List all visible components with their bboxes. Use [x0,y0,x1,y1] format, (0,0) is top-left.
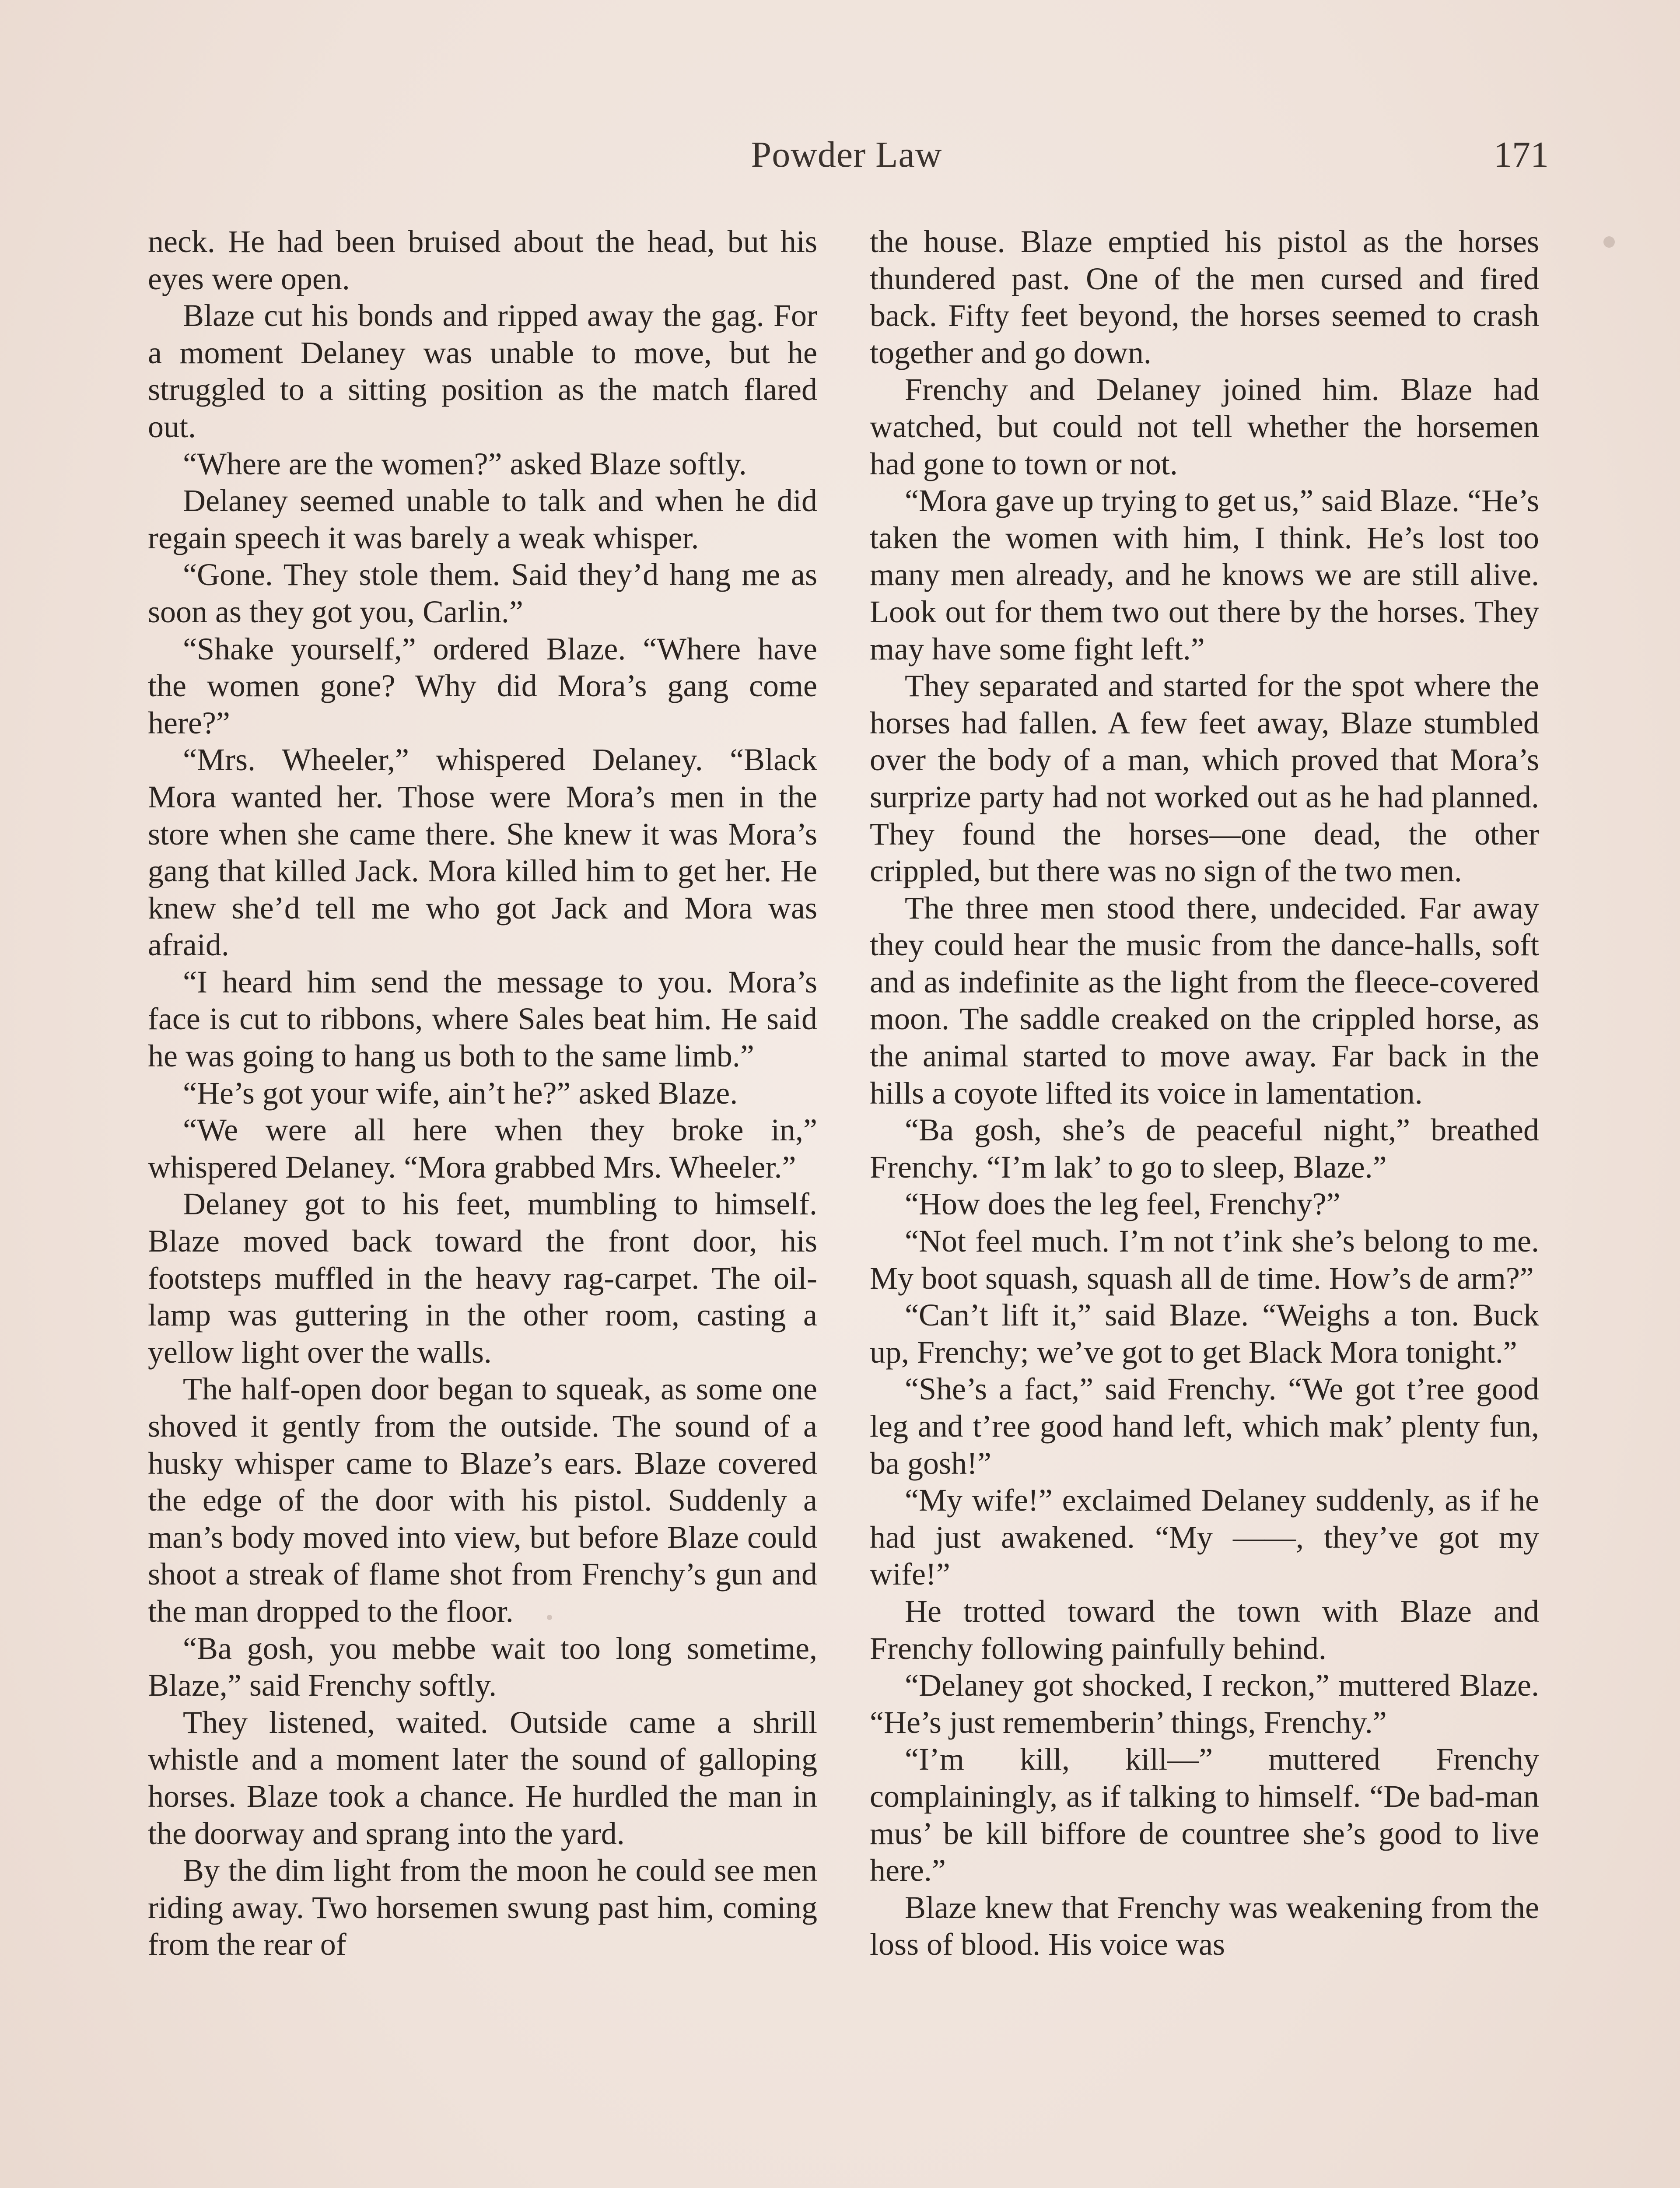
paragraph: He trotted toward the town with Blaze and Frenchy following painfully behind. [870,1593,1539,1666]
paragraph: The half-open door began to squeak, as some one shoved it gently from the outside. The sound of a husky whisper came to Blaze’s ears. Blaze covered the edge of the door with his pistol. Suddenly a man’s body moved into view, but before Blaze could shoot a streak of flame shot from Frenchy’s gun and the man dropped to the floor. [148,1371,817,1629]
paragraph: “Where are the women?” asked Blaze softly. [183,446,747,481]
paragraph: “I heard him send the message to you. Mora’s face is cut to ribbons, where Sales beat him. He said he was going to hang us both to the same limb.” [148,964,817,1074]
paragraph: Blaze cut his bonds and ripped away the gag. For a moment Delaney was unable to move, but he struggled to a sitting position as the match flared out. [148,298,817,444]
paragraph: “Mrs. Wheeler,” whispered Delaney. “Black Mora wanted her. Those were Mora’s men in the store when she came there. She knew it was Mora’s gang that killed Jack. Mora killed him to get her. He knew she’d tell me who got Jack and Mora was afraid. [148,742,817,963]
paragraph: “She’s a fact,” said Frenchy. “We got t’ree good leg and t’ree good hand left, which mak’ plenty fun, ba gosh!” [870,1371,1539,1481]
paragraph: “Mora gave up trying to get us,” said Blaze. “He’s taken the women with him, I think. He’s lost too many men already, and he knows we are still alive. Look out for them two out there by the horses. They may have some fight left.” [870,483,1539,666]
paragraph: “Gone. They stole them. Said they’d hang me as soon as they got you, Carlin.” [148,557,817,629]
page-number: 171 [1494,134,1549,175]
paragraph: Delaney seemed unable to talk and when he did regain speech it was barely a weak whisper. [148,483,817,555]
page-header [144,133,1549,182]
paragraph: “My wife!” exclaimed Delaney suddenly, as if he had just awakened. “My ——, they’ve got my wife!” [870,1483,1539,1592]
paragraph: “Can’t lift it,” said Blaze. “Weighs a ton. Buck up, Frenchy; we’ve got to get Black Mora tonight.” [870,1297,1539,1370]
paragraph: “Shake yourself,” ordered Blaze. “Where have the women gone? Why did Mora’s gang come here?” [148,631,817,740]
paragraph: “Not feel much. I’m not t’ink she’s belong to me. My boot squash, squash all de time. How’s de arm?” [870,1224,1539,1296]
paragraph: Delaney got to his feet, mumbling to himself. Blaze moved back toward the front door, his footsteps muffled in the heavy rag-carpet. The oil-lamp was guttering in the other room, casting a yellow light over the walls. [148,1186,817,1370]
paragraph: They listened, waited. Outside came a shrill whistle and a moment later the sound of galloping horses. Blaze took a chance. He hurdled the man in the doorway and sprang into the yard. [148,1704,817,1851]
paragraph: neck. He had been bruised about the head, but his eyes were open. [148,224,817,296]
right-column [870,223,1539,2188]
paragraph: “How does the leg feel, Frenchy?” [905,1186,1340,1222]
paragraph: the house. Blaze emptied his pistol as the horses thundered past. One of the men cursed and fired back. Fifty feet beyond, the horses seemed to crash together and go down. [870,224,1539,370]
paragraph: “Ba gosh, she’s de peaceful night,” breathed Frenchy. “I’m lak’ to go to sleep, Blaze.” [870,1112,1539,1185]
paper-blemish [1603,236,1615,248]
paragraph: “We were all here when they broke in,” whispered Delaney. “Mora grabbed Mrs. Wheeler.” [148,1112,817,1185]
left-column [148,223,817,2188]
paragraph: “Delaney got shocked, I reckon,” muttered Blaze. “He’s just rememberin’ things, Frenchy.” [870,1668,1539,1740]
paragraph: By the dim light from the moon he could see men riding away. Two horsemen swung past him, coming from the rear of [148,1853,817,1962]
paragraph: “Ba gosh, you mebbe wait too long sometime, Blaze,” said Frenchy softly. [148,1630,817,1703]
paragraph: They separated and started for the spot where the horses had fallen. A few feet away, Blaze stumbled over the body of a man, which proved that Mora’s surprize party had not worked out as he had planned. They found the horses—one dead, the other crippled, but there was no sign of the two men. [870,668,1539,889]
paragraph: “I’m kill, kill—” muttered Frenchy complainingly, as if talking to himself. “De bad-man mus’ be kill biffore de countree she’s good to live here.” [870,1742,1539,1888]
paragraph: The three men stood there, undecided. Far away they could hear the music from the dance-halls, soft and as indefinite as the light from the fleece-covered moon. The saddle creaked on the crippled horse, as the animal started to move away. Far back in the hills a coyote lifted its voice in lamentation. [870,890,1539,1111]
running-title: Powder Law [751,134,942,175]
paragraph: “He’s got your wife, ain’t he?” asked Blaze. [183,1075,738,1111]
paragraph: Blaze knew that Frenchy was weakening from the loss of blood. His voice was [870,1890,1539,1962]
paragraph: Frenchy and Delaney joined him. Blaze had watched, but could not tell whether the horsemen had gone to town or not. [870,372,1539,481]
text-columns [148,223,1539,2188]
